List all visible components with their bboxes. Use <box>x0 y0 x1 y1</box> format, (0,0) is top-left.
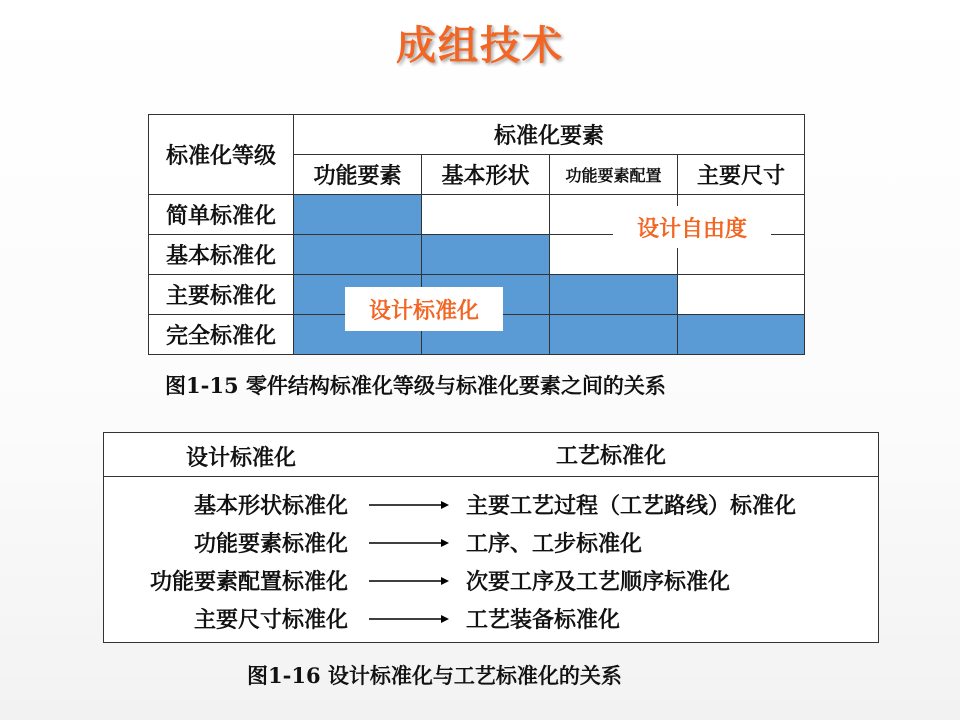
column-header: 功能要素 <box>293 154 422 195</box>
process-standardization-header: 工艺标准化 <box>556 444 667 469</box>
row-label: 基本标准化 <box>148 234 294 275</box>
design-item: 基本形状标准化 <box>193 494 348 519</box>
standardized-cell <box>293 194 422 235</box>
figure-caption-1-15: 图1-15 零件结构标准化等级与标准化要素之间的关系 <box>165 373 666 398</box>
process-item: 主要工艺过程（工艺路线）标准化 <box>466 494 797 519</box>
right-arrow-icon <box>369 531 449 555</box>
relation-box <box>103 432 879 643</box>
design-item: 功能要素标准化 <box>193 532 348 557</box>
right-arrow-icon <box>369 493 449 517</box>
relation-row <box>104 489 878 521</box>
row-label: 完全标准化 <box>148 314 294 355</box>
column-header: 功能要素配置 <box>549 154 678 195</box>
slide-title: 成组技术 <box>396 23 564 69</box>
design-standardization-header: 设计标准化 <box>186 446 297 471</box>
standardized-cell <box>293 234 422 275</box>
row-label: 简单标准化 <box>148 194 294 235</box>
process-item: 工序、工步标准化 <box>466 532 643 557</box>
corner-header: 标准化等级 <box>148 114 294 195</box>
standardized-cell <box>549 314 678 355</box>
relation-row <box>104 603 878 635</box>
header-divider <box>104 476 878 477</box>
design-freedom-label: 设计自由度 <box>613 206 771 248</box>
relation-row <box>104 565 878 597</box>
standardized-cell <box>549 274 678 315</box>
row-label: 主要标准化 <box>148 274 294 315</box>
column-header: 基本形状 <box>421 154 550 195</box>
free-cell <box>677 274 805 315</box>
design-item: 功能要素配置标准化 <box>149 570 348 595</box>
standardized-cell <box>421 234 550 275</box>
relation-row <box>104 527 878 559</box>
figure-caption-1-16: 图1-16 设计标准化与工艺标准化的关系 <box>247 663 622 688</box>
design-standardization-label: 设计标准化 <box>345 287 503 331</box>
right-arrow-icon <box>369 569 449 593</box>
column-header: 主要尺寸 <box>677 154 805 195</box>
process-item: 次要工序及工艺顺序标准化 <box>466 570 731 595</box>
standardized-cell <box>677 314 805 355</box>
free-cell <box>421 194 550 235</box>
group-header: 标准化要素 <box>293 114 805 155</box>
design-item: 主要尺寸标准化 <box>193 608 348 633</box>
process-item: 工艺装备标准化 <box>466 608 621 633</box>
right-arrow-icon <box>369 607 449 631</box>
